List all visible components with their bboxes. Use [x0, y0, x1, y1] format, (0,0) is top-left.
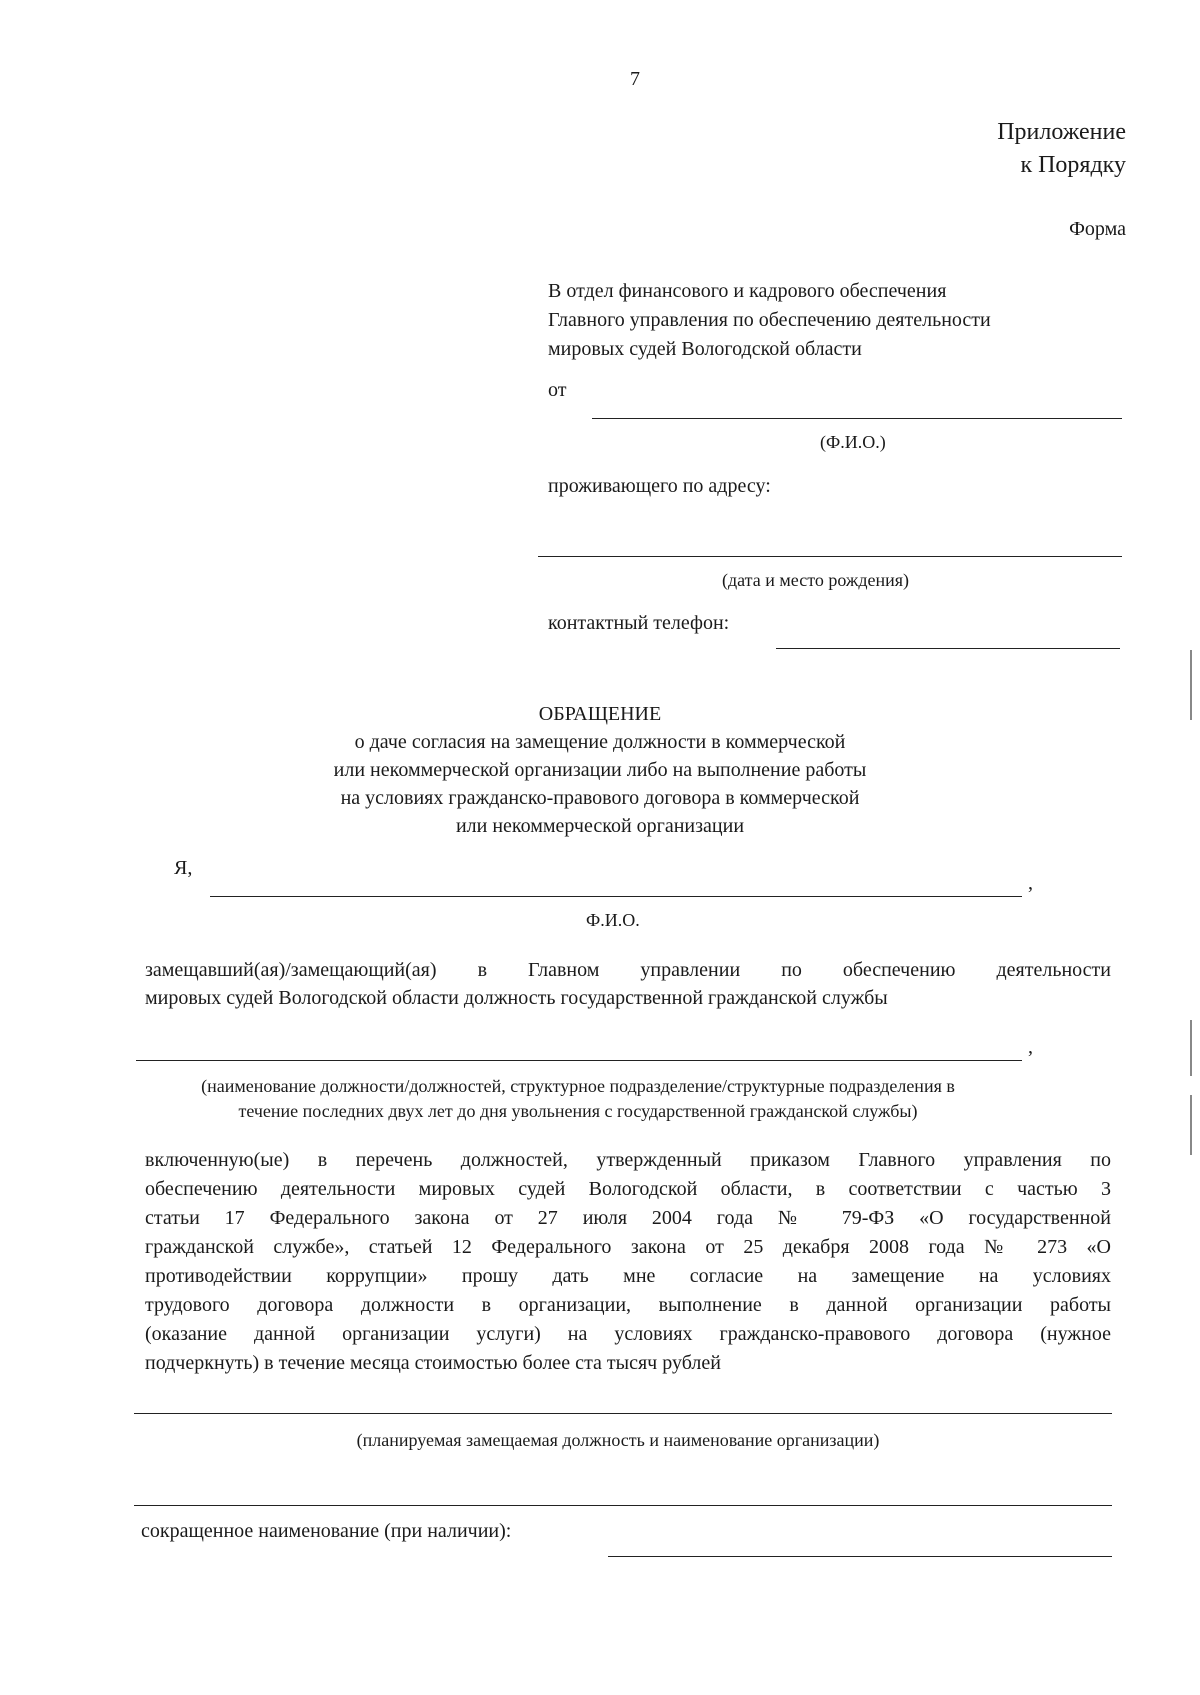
- position-line-1: замещавший(ая)/замещающий(ая) в Главном управлении по обеспечению деятельности: [145, 959, 1111, 981]
- planned-caption: (планируемая замещаемая должность и наименование организации): [356, 1430, 880, 1450]
- planned-position-line[interactable]: [134, 1413, 1112, 1414]
- position-line-2: мировых судей Вологодской области должность государственной гражданской службы: [145, 987, 888, 1009]
- title-line-3: на условиях гражданско-правового договора в коммерческой: [340, 787, 860, 809]
- position-caption: [130, 1074, 1026, 1124]
- appendix-header: [800, 116, 1126, 182]
- appendix-line-2: к Порядку: [1020, 152, 1126, 178]
- short-name-label: сокращенное наименование (при наличии):: [141, 1520, 512, 1542]
- page-number: 7: [630, 68, 640, 90]
- body-line-1: включенную(ые) в перечень должностей, утвержденный приказом Главного управления по: [145, 1149, 1111, 1171]
- position-input-line[interactable]: [136, 1060, 1022, 1061]
- fio-caption: (Ф.И.О.): [820, 432, 886, 452]
- from-label: от: [548, 379, 567, 401]
- body-line-7: (оказание данной организации услуги) на условиях гражданско-правового договора (нужное: [145, 1323, 1111, 1345]
- fio-input-line[interactable]: [592, 418, 1122, 419]
- address-label: проживающего по адресу:: [548, 475, 771, 497]
- appendix-line-1: Приложение: [997, 119, 1126, 145]
- comma-2: ,: [1028, 1036, 1033, 1058]
- comma-1: ,: [1028, 872, 1033, 894]
- body-line-5: противодействии коррупции» прошу дать мне согласие на замещение на условиях: [145, 1265, 1111, 1287]
- position-text: [145, 956, 1111, 1012]
- document-title: [200, 700, 1000, 840]
- body-line-2: обеспечению деятельности мировых судей Вологодской области, в соответствии с частью 3: [145, 1178, 1111, 1200]
- phone-input-line[interactable]: [776, 648, 1120, 649]
- applicant-fio-line[interactable]: [210, 896, 1022, 897]
- title-line-4: или некоммерческой организации: [455, 815, 745, 837]
- title-main: ОБРАЩЕНИЕ: [538, 703, 662, 725]
- addressee-line-1: В отдел финансового и кадрового обеспечения: [548, 280, 947, 302]
- position-caption-line-1: (наименование должности/должностей, структурное подразделение/структурные подразделения в: [201, 1076, 955, 1096]
- scan-edge-mark: [1190, 1095, 1192, 1155]
- short-name-input-line[interactable]: [608, 1556, 1112, 1557]
- organization-line[interactable]: [134, 1505, 1112, 1506]
- title-line-1: о даче согласия на замещение должности в коммерческой: [354, 731, 846, 753]
- scan-edge-mark: [1190, 650, 1192, 720]
- position-caption-line-2: течение последних двух лет до дня увольнения с государственной гражданской службы): [238, 1101, 918, 1121]
- fio-caption-2: Ф.И.О.: [586, 910, 640, 930]
- addressee-line-2: Главного управления по обеспечению деятельности: [548, 309, 991, 331]
- form-label: Форма: [1069, 218, 1126, 240]
- body-line-3: статьи 17 Федерального закона от 27 июля 2004 года № 79-ФЗ «О государственной: [145, 1207, 1111, 1229]
- scan-edge-mark: [1190, 1020, 1192, 1076]
- body-line-8: подчеркнуть) в течение месяца стоимостью более ста тысяч рублей: [145, 1352, 721, 1374]
- title-line-2: или некоммерческой организации либо на выполнение работы: [333, 759, 867, 781]
- address-input-line[interactable]: [538, 556, 1122, 557]
- birth-caption: (дата и место рождения): [722, 570, 910, 590]
- ya-label: Я,: [174, 857, 193, 879]
- addressee-block: [548, 277, 991, 364]
- phone-label: контактный телефон:: [548, 612, 730, 634]
- addressee-line-3: мировых судей Вологодской области: [548, 338, 862, 360]
- body-line-6: трудового договора должности в организации, выполнение в данной организации работы: [145, 1294, 1111, 1316]
- body-line-4: гражданской службе», статьей 12 Федерального закона от 25 декабря 2008 года № 273 «О: [145, 1236, 1111, 1258]
- body-paragraph: [145, 1146, 1111, 1378]
